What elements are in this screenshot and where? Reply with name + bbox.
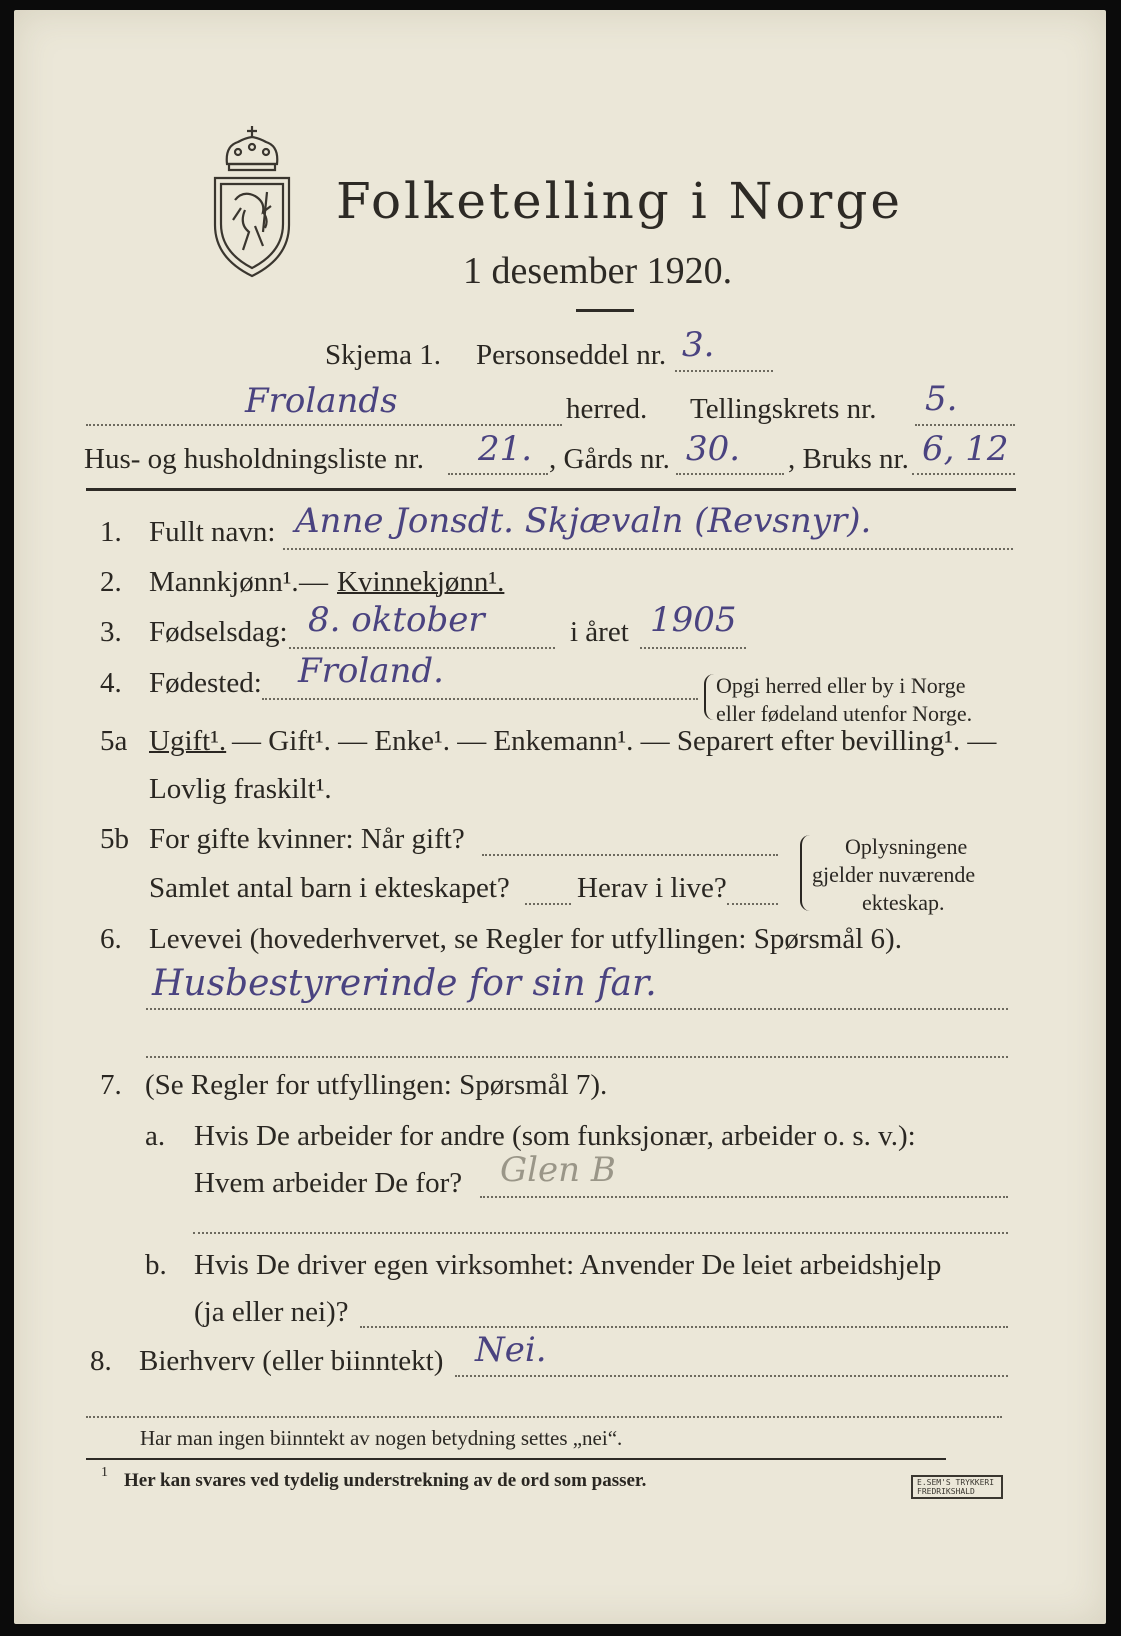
q7a-letter: a. [145, 1120, 166, 1152]
tellingskrets-field-line [915, 424, 1015, 426]
employer-field-line [480, 1196, 1008, 1198]
birthplace-label: Fødested: [149, 667, 262, 699]
herred-field-line [86, 424, 562, 426]
marital-fraskilt-option[interactable]: Lovlig fraskilt¹. [149, 773, 332, 805]
herred-label: herred. [566, 393, 648, 425]
marital-other-options[interactable]: — Gift¹. — Enke¹. — Enkemann¹. — Separert efter bevilling¹. — [232, 725, 997, 757]
employer-value[interactable]: Glen B [500, 1150, 616, 1190]
printer-stamp [911, 1475, 1003, 1499]
birthday-value[interactable]: 8. oktober [308, 600, 485, 640]
q5b-number: 5b [100, 823, 129, 855]
sex-male-option[interactable]: Mannkjønn¹. [149, 566, 299, 598]
q6-number: 6. [100, 923, 122, 955]
birthday-field-line [289, 647, 555, 649]
tellingskrets-label: Tellingskrets nr. [690, 393, 877, 425]
footnote-text: Her kan svares ved tydelig understrekning av de ord som passer. [124, 1470, 647, 1491]
side-income-value[interactable]: Nei. [475, 1330, 547, 1370]
children-alive-label: Herav i live? [577, 872, 727, 904]
q7b-text: Hvis De driver egen virksomhet: Anvender De leiet arbeidshjelp [194, 1249, 942, 1281]
children-total-label: Samlet antal barn i ekteskapet? [149, 872, 510, 904]
q4-number: 4. [100, 667, 122, 699]
side-income-label: Bierhverv (eller biinntekt) [139, 1345, 444, 1377]
occupation-field-line-2 [146, 1056, 1008, 1058]
q7-label: (Se Regler for utfyllingen: Spørsmål 7). [145, 1069, 608, 1101]
marriage-note-line3: ekteskap. [862, 890, 945, 915]
birthplace-note-line2: eller fødeland utenfor Norge. [716, 701, 973, 726]
side-income-field-line [455, 1375, 1008, 1377]
title-divider [576, 309, 634, 312]
bruks-label: , Bruks nr. [788, 443, 909, 475]
q7a-text: Hvis De arbeider for andre (som funksjonær, arbeider o. s. v.): [194, 1120, 916, 1152]
no-income-note: Har man ingen biinntekt av nogen betydning settes „nei“. [140, 1426, 623, 1450]
occupation-label: Levevei (hovederhvervet, se Regler for utfyllingen: Spørsmål 6). [149, 923, 902, 955]
q7b-letter: b. [145, 1249, 167, 1281]
herred-value[interactable]: Frolands [245, 381, 398, 421]
personseddel-value[interactable]: 3. [682, 325, 715, 365]
gards-label: , Gårds nr. [549, 443, 670, 475]
hired-help-label: (ja eller nei)? [194, 1296, 349, 1328]
marital-ugift-option[interactable]: Ugift¹. [149, 725, 227, 757]
gards-field-line [676, 473, 784, 475]
full-name-label: Fullt navn: [149, 516, 276, 548]
marriage-note-brace [800, 835, 810, 911]
husliste-label: Hus- og husholdningsliste nr. [84, 443, 424, 475]
side-income-field-line-2 [86, 1416, 1002, 1418]
coat-of-arms-emblem [205, 120, 300, 280]
section-divider [86, 488, 1016, 491]
footnote-mark: 1 [101, 1465, 108, 1480]
marriage-note-line2: gjelder nuværende [812, 862, 976, 887]
children-alive-field-line [727, 903, 778, 905]
married-when-field-line [482, 854, 778, 856]
printer-stamp-line2: FREDRIKSHALD [917, 1487, 975, 1496]
birth-year-label: i året [570, 616, 629, 648]
tellingskrets-value[interactable]: 5. [925, 379, 958, 419]
bruks-field-line [912, 473, 1015, 475]
q8-number: 8. [90, 1345, 112, 1377]
skjema-label: Skjema 1. [325, 339, 441, 371]
birthplace-note-line1: Opgi herred eller by i Norge [716, 673, 966, 698]
birthplace-field-line [262, 698, 698, 700]
birthday-label: Fødselsdag: [149, 616, 288, 648]
sex-separator: — [299, 566, 328, 598]
occupation-value[interactable]: Husbestyrerinde for sin far. [152, 963, 657, 1004]
birth-year-value[interactable]: 1905 [650, 600, 737, 640]
form-title: Folketelling i Norge [336, 172, 903, 230]
footnote-divider [86, 1458, 946, 1460]
census-date: 1 desember 1920. [463, 250, 733, 292]
bruks-value[interactable]: 6, 12 [922, 429, 1009, 469]
q2-number: 2. [100, 566, 122, 598]
employer-label: Hvem arbeider De for? [194, 1167, 463, 1199]
personseddel-field-line [675, 370, 773, 372]
q7-number: 7. [100, 1069, 122, 1101]
printer-stamp-line1: E.SEM'S TRYKKERI [917, 1478, 995, 1487]
birthplace-note-brace [704, 674, 714, 720]
occupation-field-line-1 [146, 1008, 1008, 1010]
employer-field-line-2 [193, 1232, 1008, 1234]
gards-value[interactable]: 30. [686, 429, 741, 469]
sex-female-option[interactable]: Kvinnekjønn¹. [337, 566, 505, 598]
birth-year-field-line [640, 647, 746, 649]
hired-help-field-line [360, 1326, 1008, 1328]
q3-number: 3. [100, 616, 122, 648]
q5a-number: 5a [100, 725, 128, 757]
husliste-field-line [448, 473, 548, 475]
birthplace-value[interactable]: Froland. [298, 651, 444, 691]
full-name-value[interactable]: Anne Jonsdt. Skjævaln (Revsnyr). [295, 501, 872, 541]
married-when-label: For gifte kvinner: Når gift? [149, 823, 465, 855]
full-name-field-line [283, 548, 1013, 550]
children-total-field-line [525, 903, 571, 905]
q1-number: 1. [100, 516, 122, 548]
marriage-note-line1: Oplysningene [845, 834, 968, 859]
husliste-value[interactable]: 21. [478, 429, 533, 469]
personseddel-label: Personseddel nr. [476, 339, 667, 371]
